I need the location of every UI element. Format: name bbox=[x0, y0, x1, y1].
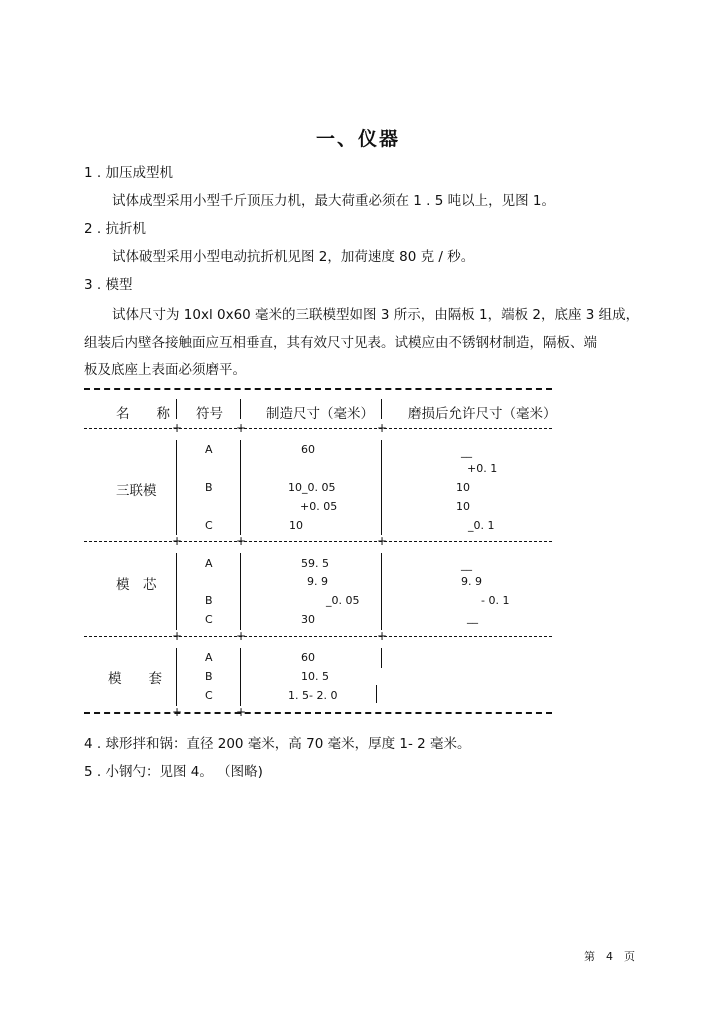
section-1-heading: 1 . 加压成型机 bbox=[84, 165, 173, 181]
made-cell: 9. 9 bbox=[307, 575, 328, 588]
symbol-cell: C bbox=[205, 689, 213, 702]
table-divider bbox=[240, 648, 241, 706]
table-divider bbox=[176, 553, 177, 630]
table-cross: + bbox=[377, 421, 388, 435]
symbol-cell: A bbox=[205, 443, 213, 456]
section-2-heading: 2 . 抗折机 bbox=[84, 221, 146, 237]
table-divider bbox=[176, 440, 177, 535]
table-divider bbox=[176, 648, 177, 706]
table-divider bbox=[381, 399, 382, 419]
table-header-wear: 磨损后允许尺寸（毫米） bbox=[408, 406, 557, 422]
group-name-moxin: 模 芯 bbox=[116, 577, 157, 593]
table-rule-group1 bbox=[84, 541, 552, 542]
wear-cell: +0. 1 bbox=[467, 462, 498, 475]
table-cross: + bbox=[377, 629, 388, 643]
table-rule-header bbox=[84, 428, 552, 429]
made-cell: _0. 05 bbox=[326, 594, 360, 607]
table-divider bbox=[240, 553, 241, 630]
section-5: 5 . 小钢勺：见图 4。 （图略) bbox=[84, 764, 263, 780]
table-divider bbox=[381, 440, 382, 535]
table-divider bbox=[376, 685, 377, 703]
section-3-body-line1: 试体尺寸为 10xl 0x60 毫米的三联模型如图 3 所示，由隔板 1，端板 2，底座 3 组成， bbox=[112, 307, 640, 323]
group-name-motao: 模 套 bbox=[108, 671, 162, 687]
table-divider bbox=[176, 399, 177, 419]
section-4: 4 . 球形拌和锅：直径 200 毫米，高 70 毫米，厚度 1- 2 毫米。 bbox=[84, 736, 471, 752]
table-rule-bottom bbox=[84, 712, 552, 714]
wear-cell: - 0. 1 bbox=[481, 594, 510, 607]
wear-cell: 9. 9 bbox=[461, 575, 482, 588]
table-cross: + bbox=[172, 705, 183, 719]
page-number: 第 4 页 bbox=[584, 950, 635, 963]
symbol-cell: A bbox=[205, 651, 213, 664]
made-cell: +0. 05 bbox=[300, 500, 338, 513]
made-cell: 10. 5 bbox=[301, 670, 329, 683]
table-cross: + bbox=[236, 629, 247, 643]
made-cell: 1. 5- 2. 0 bbox=[288, 689, 338, 702]
made-cell: 10_0. 05 bbox=[288, 481, 336, 494]
symbol-cell: A bbox=[205, 557, 213, 570]
table-rule-top bbox=[84, 388, 552, 390]
made-cell: 60 bbox=[301, 651, 315, 664]
section-1-body: 试体成型采用小型千斤顶压力机，最大荷重必须在 1 . 5 吨以上，见图 1。 bbox=[112, 193, 556, 209]
table-cross: + bbox=[377, 534, 388, 548]
symbol-cell: B bbox=[205, 670, 213, 683]
table-cross: + bbox=[236, 534, 247, 548]
wear-cell: 10 bbox=[456, 481, 470, 494]
table-cross: + bbox=[172, 534, 183, 548]
symbol-cell: C bbox=[205, 613, 213, 626]
wear-cell: _0. 1 bbox=[468, 519, 495, 532]
table-cross: + bbox=[172, 629, 183, 643]
section-3-body-line3: 板及底座上表面必须磨平。 bbox=[84, 362, 246, 378]
made-cell: 30 bbox=[301, 613, 315, 626]
wear-cell: __ bbox=[467, 611, 478, 624]
table-divider bbox=[381, 553, 382, 630]
page-title: 一、仪器 bbox=[316, 128, 401, 150]
table-divider bbox=[381, 648, 382, 668]
table-cross: + bbox=[172, 421, 183, 435]
table-header-symbol: 符号 bbox=[196, 406, 223, 422]
made-cell: 60 bbox=[301, 443, 315, 456]
symbol-cell: B bbox=[205, 594, 213, 607]
wear-cell: 10 bbox=[456, 500, 470, 513]
table-header-made: 制造尺寸（毫米） bbox=[266, 406, 374, 422]
wear-cell: __ bbox=[461, 445, 472, 458]
table-rule-group2 bbox=[84, 636, 552, 637]
symbol-cell: C bbox=[205, 519, 213, 532]
table-divider bbox=[240, 399, 241, 419]
table-divider bbox=[240, 440, 241, 535]
symbol-cell: B bbox=[205, 481, 213, 494]
made-cell: 10 bbox=[289, 519, 303, 532]
made-cell: 59. 5 bbox=[301, 557, 329, 570]
wear-cell: __ bbox=[461, 558, 472, 571]
section-3-heading: 3 . 模型 bbox=[84, 277, 133, 293]
group-name-sanlianmo: 三联模 bbox=[116, 483, 157, 499]
table-cross: + bbox=[236, 421, 247, 435]
table-cross: + bbox=[236, 705, 247, 719]
table-header-name: 名 称 bbox=[116, 406, 170, 422]
section-2-body: 试体破型采用小型电动抗折机见图 2，加荷速度 80 克 / 秒。 bbox=[112, 249, 475, 265]
section-3-body-line2: 组装后内壁各接触面应互相垂直，其有效尺寸见表。试模应由不锈钢材制造，隔板、端 bbox=[84, 335, 597, 351]
